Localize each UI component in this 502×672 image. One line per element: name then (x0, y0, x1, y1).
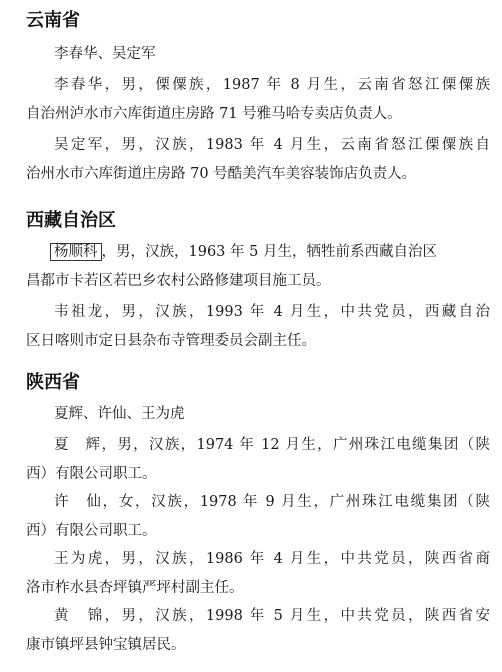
entry-wang-weihu-line2: 洛市柞水县杏坪镇严坪村副主任。 (26, 580, 244, 596)
entry-yang-shunke-line2: 昌都市卡若区若巴乡农村公路修建项目施工员。 (26, 273, 331, 289)
entry-xia-hui-line1: 夏 辉，男，汉族，1974 年 12 月生，广州珠江电缆集团（陕 (54, 437, 490, 453)
entry-wu-dingjun-line1: 吴定军，男，汉族，1983 年 4 月生，云南省怒江傈僳族自 (54, 137, 490, 153)
section-heading-yunnan: 云南省 (26, 10, 80, 31)
entry-xu-xian-line2: 西）有限公司职工。 (26, 523, 157, 539)
names-line-shaanxi: 夏辉、许仙、王为虎 (54, 406, 185, 422)
entry-wei-zulong-line2: 区日喀则市定日县杂布寺管理委员会副主任。 (26, 333, 316, 349)
entry-wei-zulong-line1: 韦祖龙，男，汉族，1993 年 4 月生，中共党员，西藏自治 (54, 304, 490, 320)
names-line-yunnan: 李春华、吴定军 (54, 46, 156, 62)
entry-huang-jin-line2: 康市镇坪县钟宝镇居民。 (26, 637, 186, 653)
boxed-name: 杨顺科 (50, 243, 102, 261)
entry-huang-jin-line1: 黄 锦，男，汉族，1998 年 5 月生，中共党员，陕西省安 (54, 608, 490, 624)
entry-wang-weihu-line1: 王为虎，男，汉族，1986 年 4 月生，中共党员，陕西省商 (54, 551, 490, 567)
entry-yang-shunke-line1-rest: ，男，汉族，1963 年 5 月生，牺牲前系西藏自治区 (101, 244, 437, 260)
entry-xu-xian-line1: 许 仙，女，汉族，1978 年 9 月生，广州珠江电缆集团（陕 (54, 494, 490, 510)
entry-li-chunhua-line2: 自治州泸水市六库街道庄房路 71 号雅马哈专卖店负责人。 (26, 106, 402, 122)
section-heading-shaanxi: 陕西省 (26, 372, 80, 393)
entry-xia-hui-line2: 西）有限公司职工。 (26, 466, 157, 482)
entry-wu-dingjun-line2: 治州水市六库街道庄房路 70 号酷美汽车美容装饰店负责人。 (26, 166, 417, 182)
entry-li-chunhua-line1: 李春华，男，傈僳族，1987 年 8 月生，云南省怒江傈僳族 (54, 77, 490, 93)
entry-yang-shunke-line1 (54, 241, 490, 263)
section-heading-xizang: 西藏自治区 (26, 210, 116, 231)
